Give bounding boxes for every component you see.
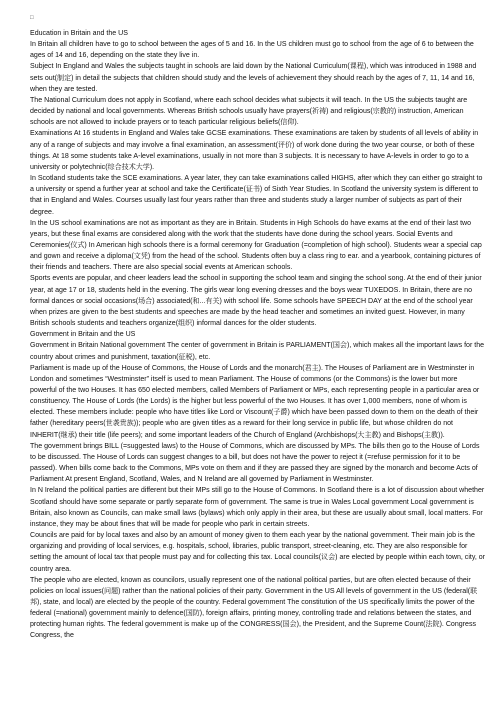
title-education: Education in Britain and the US [30,30,128,37]
page-marker: □ [30,15,34,21]
paragraph-councilors-us-government: The people who are elected, known as councilors, usually represent one of the national political parties, but are often elected because of their policies on local issues(问题) rather than the national policies of their party. Government in the US All levels of government in the US (federal(联邦), state, and local) are elected by the people of the country. Federal government The constitution of the US specifically limits the power of the federal (=national) government mainly to defence(国防), foreign affairs, printing money, controlling trade and relations between the states, and protecting human rights. The federal government is make up of the CONGRESS(国会), the President, and the Supreme Count(法院). Congress Congress, the [30,576,478,640]
paragraph-parliament-houses: Parliament is made up of the House of Commons, the House of Lords and the monarch(君主). The Houses of Parliament are in Westminster in London and sometimes “Westminster” itself is used to mean Parliament. The House of commons (or the Commons) is the lower but more powerful of the two Houses. It has 650 elected members, called Members of Parliament or MPs, each representing people in a particular area or constituency. The House of Lords (the Lords) is the higher but less powerful of the two Houses. It has over 1,000 members, none of whom is elected. These members include: people who have titles like Lord or Viscount(子爵) which have been passed down to them on the death of their father (hereditary peers(世袭贵族)); people who are given titles as a reward for their long service in public life, but whose children do not INHERIT(继承) their title (life peers); and some important leaders of the Church of England (Archbishops(大主教) and Bishops(主教)). [30,364,480,439]
paragraph-subjects: Subject In England and Wales the subjects taught in schools are laid down by the National Curriculum(课程), which was introduced in 1988 and sets out(制定) in detail the subjects that children should study and the levels of achievement they should reach by the ages of 7, 11, 14 and 16, when they are tested. [30,63,477,93]
paragraph-national-curriculum: The National Curriculum does not apply in Scotland, where each school decides what subjects it will teach. In the US the subjects taught are decided by national and local governments. Whereas British schools usually have prayers(祈祷) and religious(宗教的) instruction, American schools are not allowed to include prayers or to teach particular religious beliefs(信仰). [30,96,468,127]
paragraph-scotland-exams: In Scotland students take the SCE examinations. A year later, they can take examinations called HIGHS, after which they can either go straight to a university or spend a further year at school and take the Certificate(证书) of Sixth Year Studies. In Scotland the university system is different to that in England and Wales. Courses usually last four years rather than three and students study a larger number of subjects as part of their degree. [30,175,483,216]
paragraph-n-ireland: In N Ireland the political parties are different but their MPs still go to the House of Commons. In Scotland there is a lot of discussion about whether Scotland should have some separate or partly separate form of government. The same is true in Wales Local government Local government is Britain, also known as Councils, can make small laws (bylaws) which only apply in their area, but these are usually about small, local matters. For instance, they may be about fines that will be made for people who park in certain streets. [30,487,485,528]
paragraph-examinations: Examinations At 16 students in England and Wales take GCSE examinations. These examinations are taken by students of all levels of ability in any of a range of subjects and may involve a final examination, an assessment(评价) of work done during the two year course, or both of these things. At 18 some students take A-level examinations, usually in not more than 3 subjects. It is necessary to have A-levels in order to go to a university or polytechnic(综合技术大学). [30,130,479,171]
document-body [30,28,486,642]
paragraph-parliament-intro: Government in Britain National government The center of government in Britain is PARLIAMENT(国会), which makes all the important laws for the country about crimes and punishment, taxation(征税), etc. [30,342,485,361]
paragraph-bills: The government brings BILL (=suggested laws) to the House of Commons, which are discussed by MPs. The bills then go to the House of Lords to be discussed. The House of Lords can suggest changes to a bill, but does not have the power to reject it (=refuse permission for it to be passed). When bills come back to the Commons, MPs vote on them and if they are passed they are signed by the monarch and become Acts of Parliament At present England, Scotland, Wales, and N Ireland are all governed by Parliament in Westminster. [30,442,480,484]
paragraph-school-ages: In Britain all children have to go to school between the ages of 5 and 16. In the US children must go to school from the age of 6 to between the ages of 14 and 16, depending on the state they live in. [30,41,474,60]
paragraph-councils: Councils are paid for by local taxes and also by an amount of money given to them each year by the national government. Their main job is the organizing and providing of local services, e.g. hospitals, school, libraries, public transport, street-cleaning, etc. They are also responsible for setting the amount of local tax that people must pay and for collecting this tax. Local councils(议会) are elected by people within each town, city, or country area. [30,532,486,573]
title-government: Government in Britain and the US [30,331,136,339]
paragraph-us-exams: In the US school examinations are not as important as they are in Britain. Students in High Schools do have exams at the end of their last two years, but these final exams are considered along with the work that the students have done during the school years. Social Events and Ceremonies(仪式) In American high schools there is a formal ceremony for Graduation (=completion of high school). Students wear a special cap and gown and receive a diploma(文凭) from the head of the school. Students often buy a class ring to ear. and a yearbook, containing pictures of their friends and teachers. There are also special social events at American schools. [30,219,482,272]
paragraph-sports-events: Sports events are popular, and cheer leaders lead the school in supporting the school team and singing the school song. At the end of their junior year, at age 17 or 18, students held in the evening. The girls wear long evening dresses and the boys wear TUXEDOS. In Britain, there are no formal dances or social occasions(场合) associated(和...有关) with school life. Some schools have SPEECH DAY at the end of the school year when prizes are given to the best students and speeches are made by the head teacher and sometimes an invited guest. However, in many British schools students and teachers organize(组织) informal dances for the older students. [30,275,482,328]
